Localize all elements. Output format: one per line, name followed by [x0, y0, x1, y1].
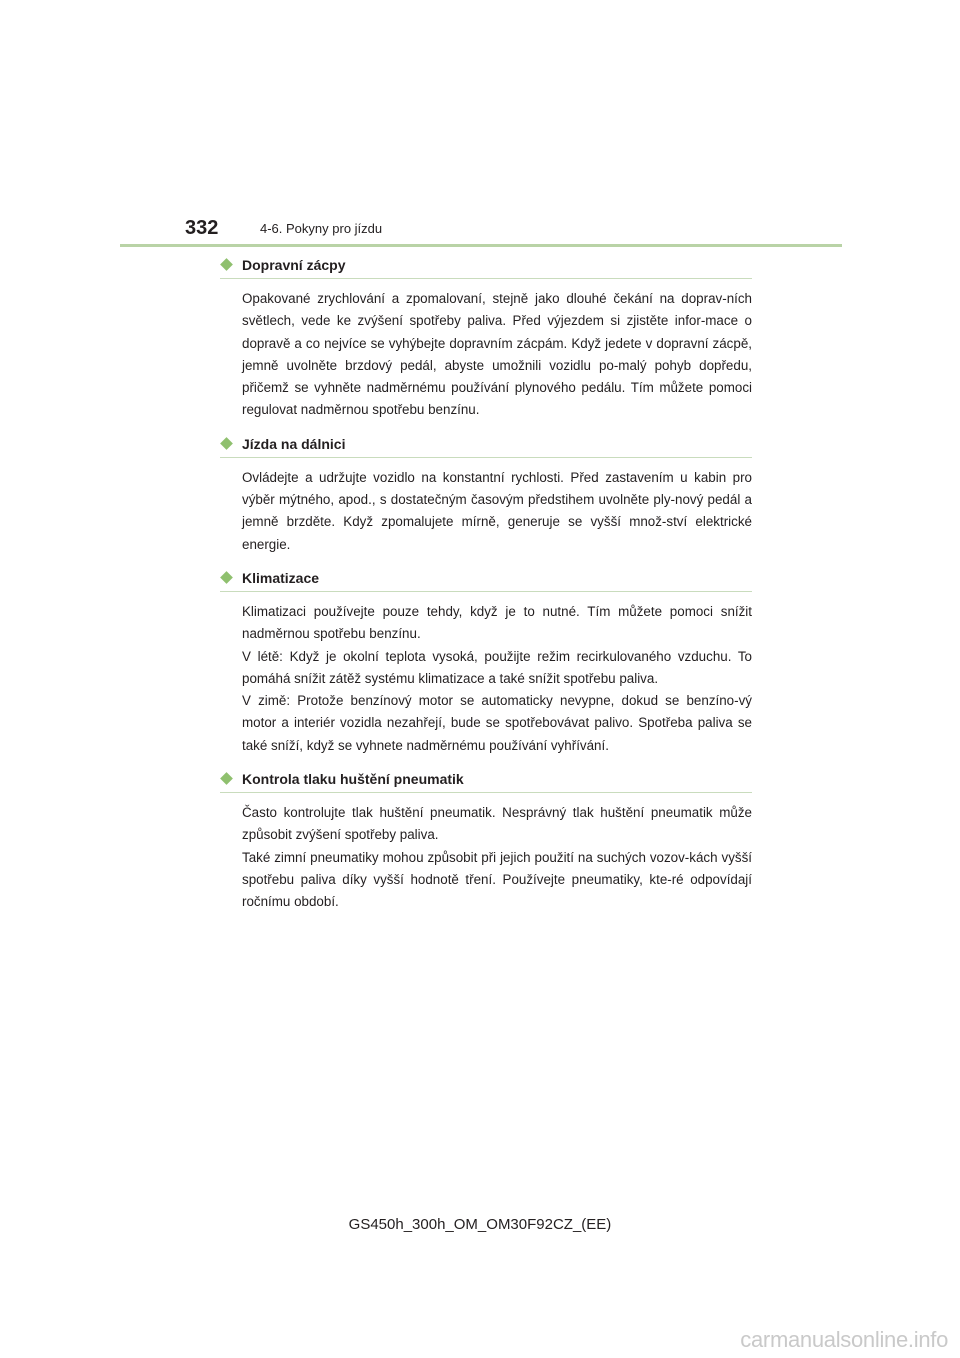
section-title: Kontrola tlaku huštění pneumatik: [242, 771, 464, 788]
chapter-label: 4-6. Pokyny pro jízdu: [260, 221, 383, 236]
section-paragraph: V zimě: Protože benzínový motor se automaticky nevypne, dokud se benzíno-vý motor a interiér vozidla nezahřejí, bude se spotřebovávat palivo. Spotřeba paliva se také sníží, když se vyhnete nadměrnému používání vyhřívání.: [242, 693, 752, 753]
section-heading: [220, 569, 752, 592]
section-air-conditioning: [220, 569, 752, 757]
section-paragraph: Také zimní pneumatiky mohou způsobit při jejich použití na suchých vozov-kách vyšší spotřebu paliva díky vyšší hodnotě tření. Používejte pneumatiky, kte-ré odpovídají ročnímu období.: [242, 849, 752, 910]
page-header: [185, 216, 745, 242]
section-heading: [220, 770, 752, 793]
section-paragraph: Často kontrolujte tlak huštění pneumatik. Nesprávný tlak huštění pneumatik může způsobit zvýšení spotřeby paliva.: [242, 805, 752, 843]
page-number: 332: [185, 217, 219, 239]
section-tire-pressure: [220, 770, 752, 913]
header-divider: [120, 244, 842, 247]
watermark: carmanualsonline.info: [740, 1327, 948, 1352]
section-heading: [220, 256, 752, 279]
diamond-bullet-icon: [220, 437, 233, 450]
diamond-bullet-icon: [220, 258, 233, 271]
section-paragraph: Klimatizaci používejte pouze tehdy, když je to nutné. Tím můžete pomoci snížit nadměrnou spotřebu benzínu.: [242, 603, 752, 642]
diamond-bullet-icon: [220, 772, 233, 785]
section-title: Klimatizace: [242, 569, 320, 586]
page-content: [220, 256, 752, 927]
section-title: Jízda na dálnici: [242, 435, 346, 452]
section-title: Dopravní zácpy: [242, 257, 346, 273]
section-paragraph: Opakované zrychlování a zpomalovaní, stejně jako dlouhé čekání na doprav-ních světlech, vede ke zvýšení spotřeby paliva. Před výjezdem si zjistěte infor-mace o dopravě a co nejvíce se vyhýbejte dopravním zácpám. Když jedete v dopravní zácpě, jemně uvolněte brzdový pedál, abyste umožnili vozidlu po-malý pohyb dopředu, přičemž se vyhněte nadměrnému používání plynového pedálu. Tím můžete pomoci regulovat nadměrnou spotřebu benzínu.: [242, 291, 752, 418]
document-code: GS450h_300h_OM_OM30F92CZ_(EE): [348, 1216, 612, 1233]
section-highway-driving: [220, 435, 752, 556]
diamond-bullet-icon: [220, 571, 233, 584]
section-traffic-jams: [220, 256, 752, 422]
section-paragraph: Ovládejte a udržujte vozidlo na konstantní rychlosti. Před zastavením u kabin pro výběr mýtného, apod., s dostatečným časovým předstihem uvolněte ply-nový pedál a jemně brzděte. Když zpomalujete mírně, generuje se vyšší množ-ství elektrické energie.: [242, 469, 752, 552]
section-heading: [220, 435, 752, 458]
section-paragraph: V létě: Když je okolní teplota vysoká, použijte režim recirkulovaného vzduchu. To pomáhá snížit zátěž systému klimatizace a také snížit spotřebu paliva.: [242, 648, 752, 686]
